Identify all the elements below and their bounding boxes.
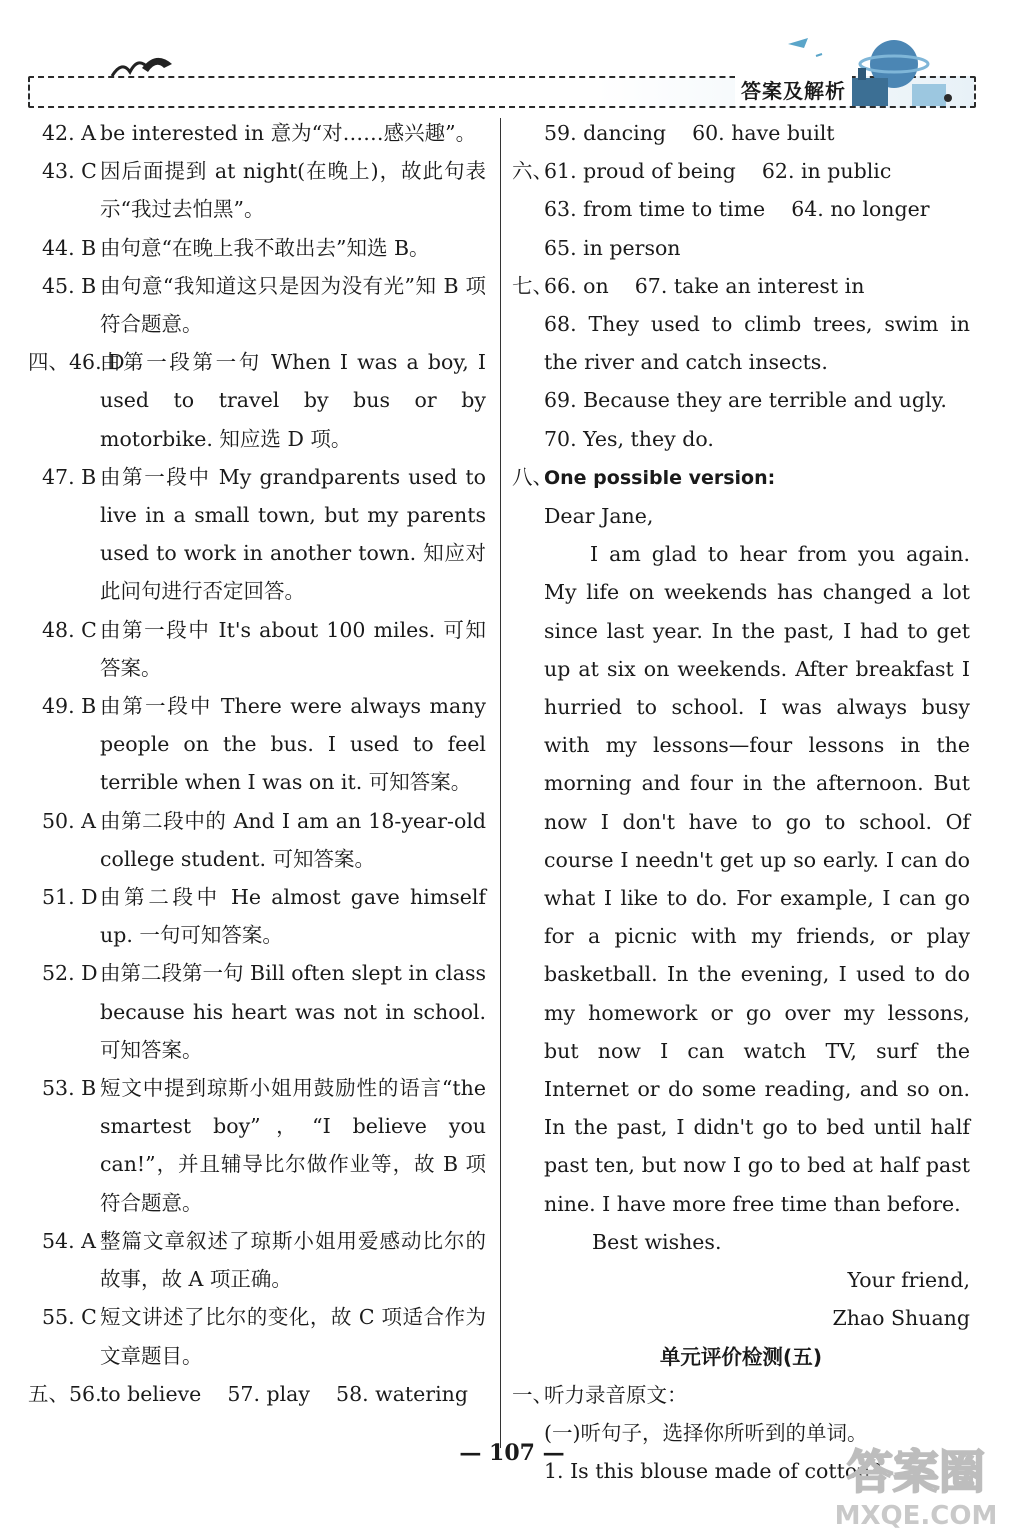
answer-line xyxy=(512,1376,970,1414)
answer-explanation: 由句意“在晚上我不敢出去”知选 B。 xyxy=(100,235,430,260)
answer-item xyxy=(28,343,486,458)
answer-number: 44. B xyxy=(42,235,97,260)
answer-item xyxy=(28,1298,486,1374)
answer-item xyxy=(28,954,486,1069)
answer-line: 68. They used to climb trees, swim in the river and catch insects. xyxy=(544,312,970,375)
answer-explanation: 由第二段中 He almost gave himself up. 一句可知答案。 xyxy=(100,885,486,948)
answer-explanation: 由第一段中 There were always many people on the bus. I used to feel terrible when I was on it. 可知答案。 xyxy=(100,694,486,795)
answer-number: 49. B xyxy=(42,694,97,719)
answer-number: 53. B xyxy=(42,1076,97,1101)
answer-line: 69. Because they are terrible and ugly. xyxy=(544,388,947,413)
letter-closing: Best wishes. xyxy=(592,1229,722,1254)
answer-number: 51. D xyxy=(42,885,98,910)
left-column xyxy=(28,114,486,1413)
page-header xyxy=(28,28,972,108)
answer-number: 47. B xyxy=(42,464,97,489)
section-label: 八、 xyxy=(512,464,553,489)
answer-explanation: be interested in 意为“对……感兴趣”。 xyxy=(100,121,477,145)
right-column xyxy=(512,114,970,1490)
answer-number: 42. A xyxy=(42,121,96,145)
answer-line xyxy=(512,267,970,305)
header-title: 答案及解析 xyxy=(735,76,852,106)
answer-item xyxy=(28,1069,486,1222)
answer-explanation: 由第一段第一句 When I was a boy, I used to travel by bus or by motorbike. 知应选 D 项。 xyxy=(100,350,486,451)
answer-number: 43. C xyxy=(42,159,97,184)
answer-item xyxy=(28,1222,486,1298)
watermark-url: MXQE.COM xyxy=(834,1501,998,1531)
letter-greeting: Dear Jane, xyxy=(544,504,654,529)
answer-explanation: 由第一段中 It's about 100 miles. 可知答案。 xyxy=(100,617,486,680)
answer-item xyxy=(28,802,486,878)
watermark-logo-icon xyxy=(826,1434,1006,1532)
answer-item xyxy=(28,229,486,267)
answer-explanation: 由第二段中的 And I am an 18-year-old college student. 可知答案。 xyxy=(100,808,486,871)
answer-explanation: 因后面提到 at night(在晚上)，故此句表示“我过去怕黑”。 xyxy=(100,159,486,222)
answer-number: 45. B xyxy=(42,273,97,298)
section-label: 七、 xyxy=(512,273,553,298)
planet-scene-decoration-icon xyxy=(782,28,952,108)
letter-signoff: Your friend, xyxy=(847,1268,970,1293)
section-title: 单元评价检测(五) xyxy=(659,1344,823,1369)
answer-item xyxy=(28,687,486,802)
answer-number: 54. A xyxy=(42,1228,96,1253)
answer-item xyxy=(28,458,486,611)
answer-number: 48. C xyxy=(42,617,97,642)
section-label: 一、 xyxy=(512,1382,553,1407)
answer-line xyxy=(512,458,970,497)
version-heading: One possible version: xyxy=(544,466,776,489)
answer-explanation: 短文中提到琼斯小姐用鼓励性的语言“the smartest boy”，“I believe you can!”，并且辅导比尔做作业等，故 B 项符合题意。 xyxy=(100,1076,486,1215)
answer-item xyxy=(28,878,486,954)
answer-line: 59. dancing 60. have built xyxy=(544,121,835,145)
answer-explanation: 由句意“我知道这只是因为没有光”知 B 项符合题意。 xyxy=(100,273,486,337)
answer-line: (一)听句子，选择你所听到的单词。 xyxy=(544,1420,868,1445)
letter-body: I am glad to hear from you again. My life on weekends has changed a lot since last year. In the past, I had to get up at six on weekends. After breakfast I hurried to school. I was always busy with my lessons—four lessons in the morning and four in the afternoon. But now I don't have to go to school. Of course I needn't get up so early. I can do what I like to do. For example, I can go for a picnic with my friends, or play basketball. In the evening, I used to do my homework or go over my lessons, but now I can watch TV, surf the Internet or do some reading, and so on. In the past, I didn't go to bed until half past ten, but now I go to bed at half past nine. I have more free time than before. xyxy=(544,542,970,1216)
answer-explanation: 短文讲述了比尔的变化，故 C 项适合作为文章题目。 xyxy=(100,1305,486,1368)
answer-explanation: 由第一段中 My grandparents used to live in a small town, but my parents used to work in another town. 知应对此问句进行否定回答。 xyxy=(100,464,486,604)
answer-number: 52. D xyxy=(42,961,98,986)
answer-line: 63. from time to time 64. no longer xyxy=(544,197,930,222)
answer-explanation: 整篇文章叙述了琼斯小姐用爱感动比尔的故事，故 A 项正确。 xyxy=(100,1228,486,1292)
answer-line: 1. Is this blouse made of cotton? xyxy=(544,1459,882,1484)
section-label: 六、 xyxy=(512,159,553,184)
watermark-text: 答案圈 xyxy=(847,1445,985,1499)
answer-line: 70. Yes, they do. xyxy=(544,426,714,451)
answer-text: 66. on 67. take an interest in xyxy=(544,273,865,298)
answer-explanation: 由第二段第一句 Bill often slept in class because his heart was not in school. 可知答案。 xyxy=(100,961,486,1062)
answer-item xyxy=(28,152,486,228)
page-number: — 107 — xyxy=(459,1440,565,1466)
answer-text: 61. proud of being 62. in public xyxy=(544,159,892,184)
answer-line: 65. in person xyxy=(544,235,681,260)
answer-explanation: to believe 57. play 58. watering xyxy=(100,1381,468,1406)
column-divider xyxy=(500,118,501,1448)
answer-number: 四、46. D xyxy=(28,350,125,375)
answer-line xyxy=(512,152,970,190)
answer-number: 50. A xyxy=(42,808,96,833)
answer-number: 五、56. xyxy=(28,1381,102,1406)
answer-item xyxy=(28,1375,486,1413)
letter-signature: Zhao Shuang xyxy=(832,1306,970,1331)
answer-item xyxy=(28,114,486,152)
answer-item xyxy=(28,611,486,687)
answer-item xyxy=(28,267,486,343)
answer-number: 55. C xyxy=(42,1305,97,1330)
answer-text: 听力录音原文： xyxy=(544,1382,688,1407)
